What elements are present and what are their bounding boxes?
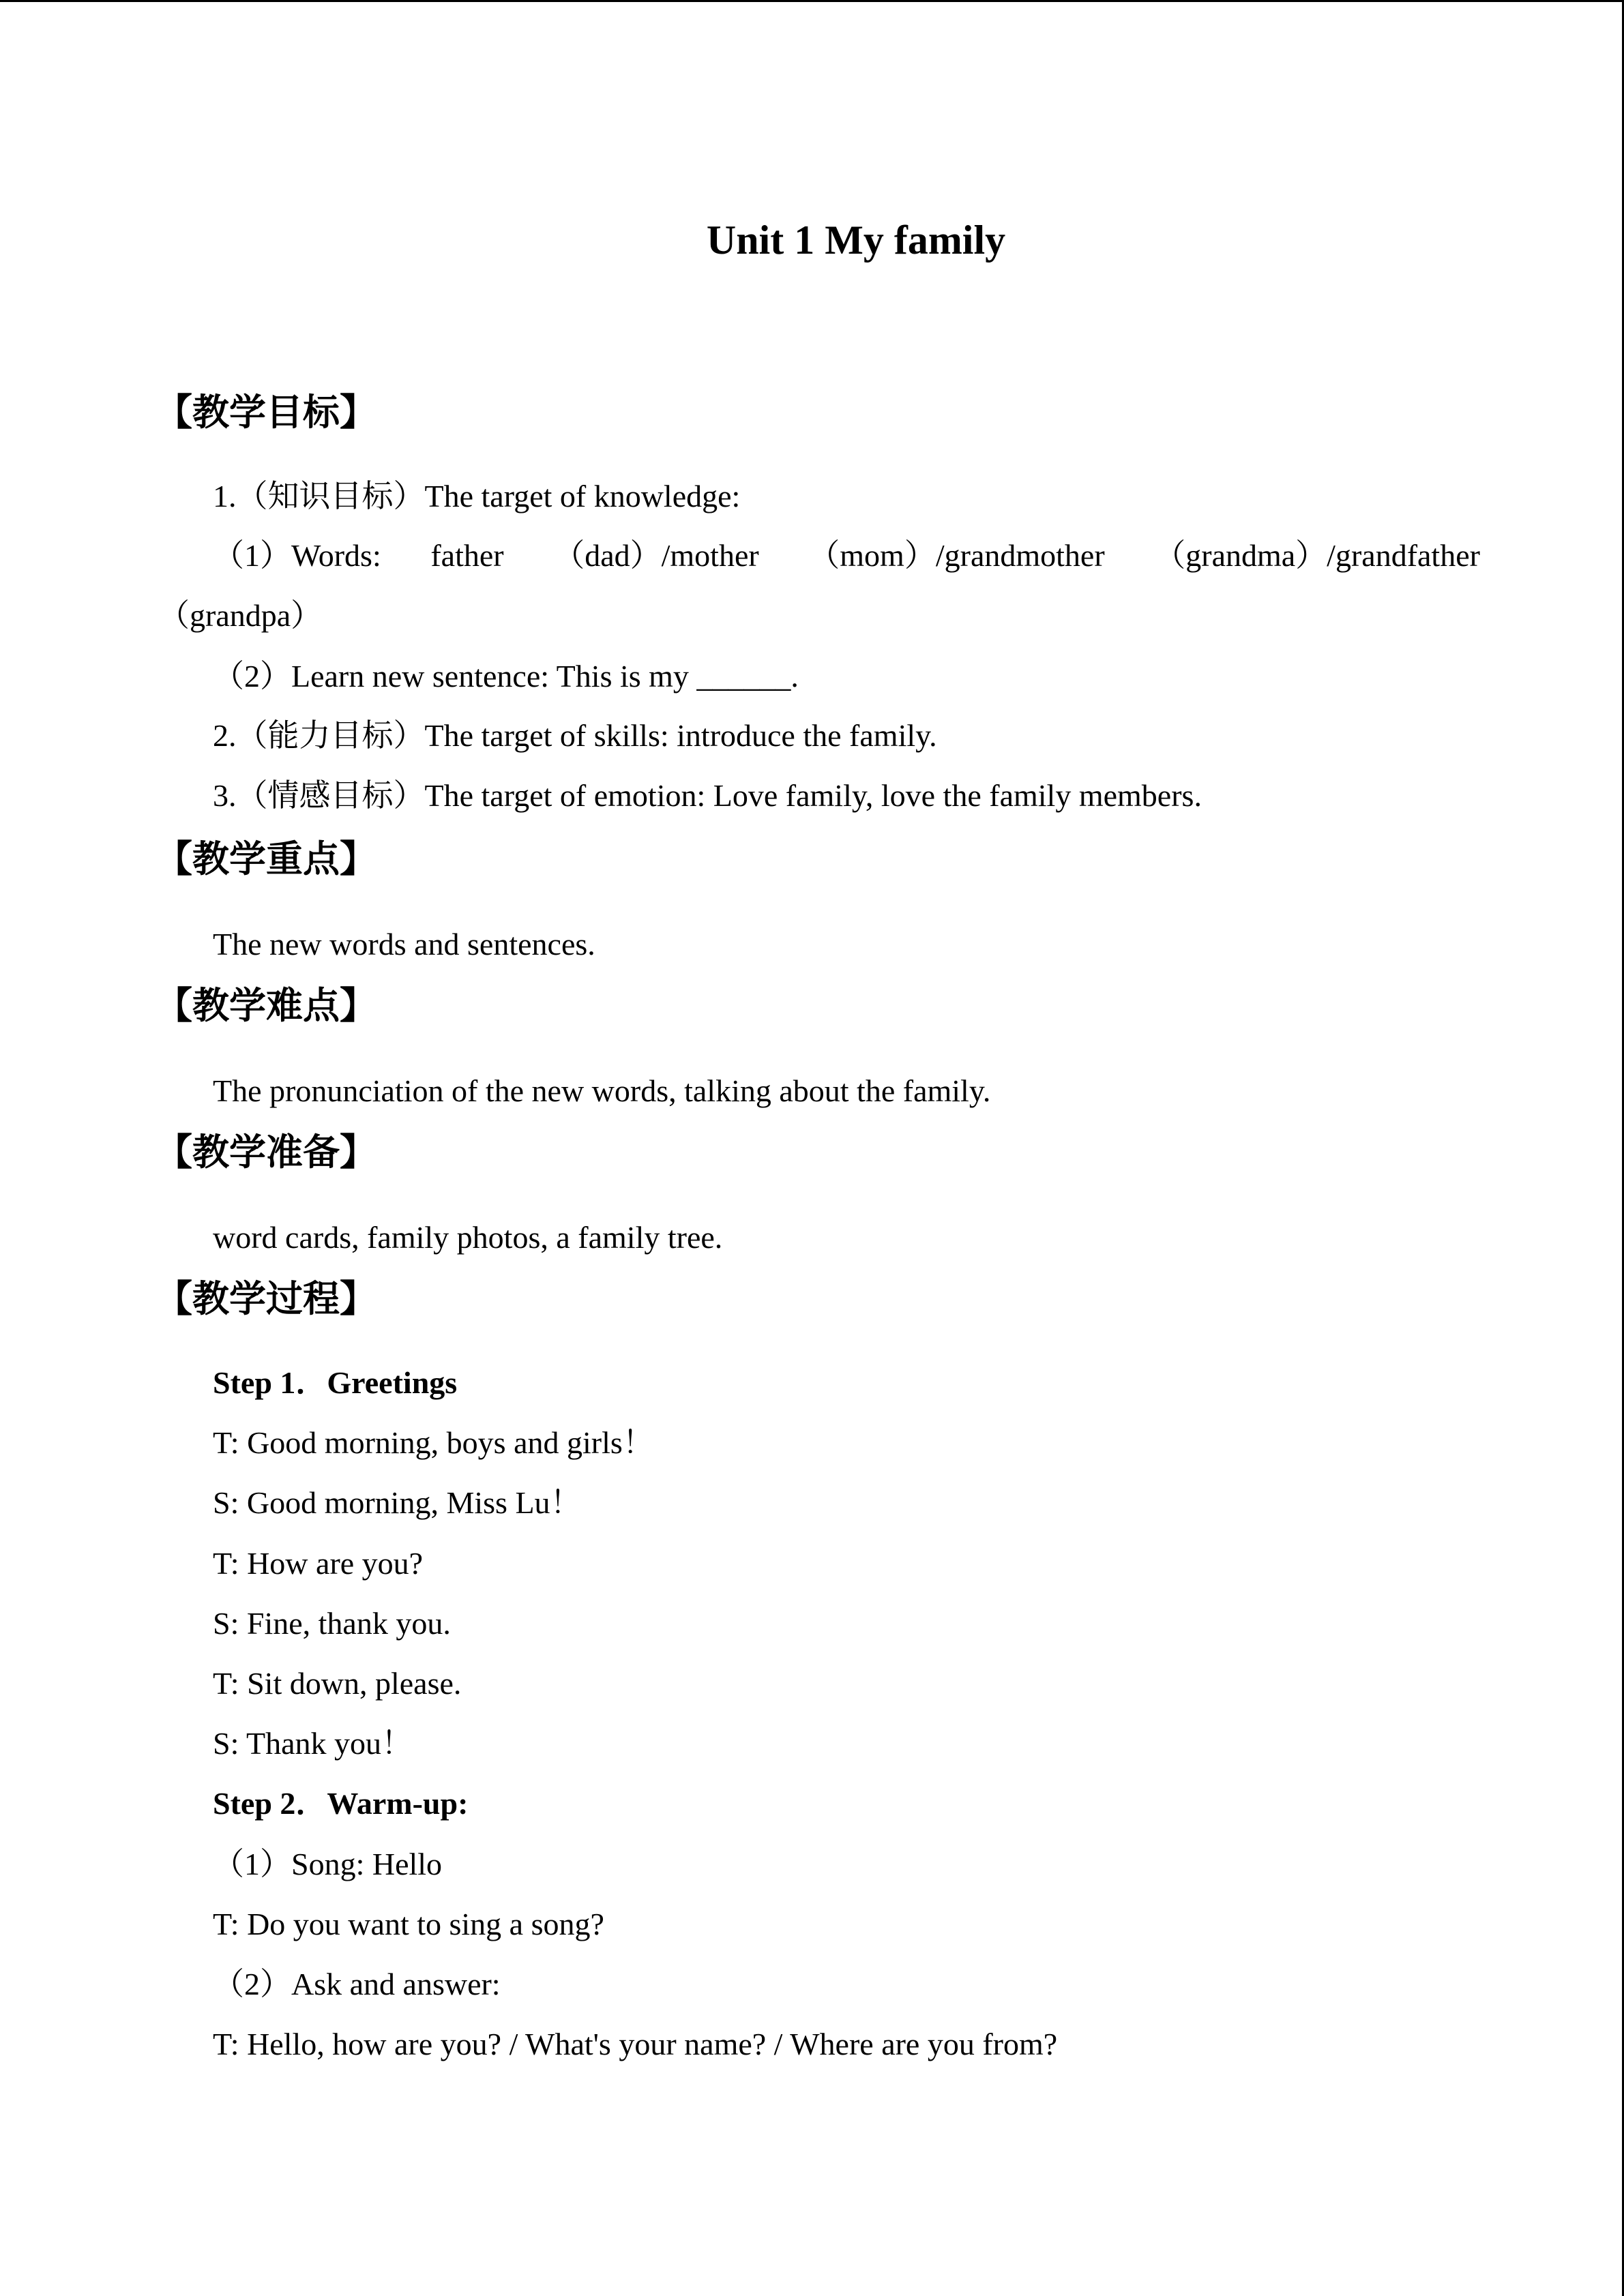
key-points-text: The new words and sentences. (213, 927, 595, 961)
step1-line: T: Sit down, please. (213, 1666, 462, 1701)
step2-line: （1）Song: Hello (213, 1847, 443, 1881)
step1-line: T: How are you? (213, 1546, 424, 1581)
section-heading-difficulties: 【教学难点】 (156, 984, 377, 1027)
preparation-text: word cards, family photos, a family tree. (213, 1220, 723, 1255)
word-grandpa: （grandpa） (158, 598, 323, 633)
step1-line: S: Thank you！ (213, 1726, 413, 1761)
objective-knowledge: 1.（知识目标）The target of knowledge: (213, 479, 741, 513)
step1-line: S: Fine, thank you. (213, 1606, 451, 1641)
difficulties-text: The pronunciation of the new words, talking about the family. (213, 1073, 991, 1108)
word-father: father (430, 538, 504, 573)
step2-line: T: Do you want to sing a song? (213, 1907, 604, 1941)
step1-line: S: Good morning, Miss Lu！ (213, 1485, 582, 1520)
word-grandma-grandfather: （grandma）/grandfather (1154, 538, 1480, 573)
word-dad-mother: （dad）/mother (553, 538, 759, 573)
step2-line: （2）Ask and answer: (213, 1967, 501, 2001)
section-heading-objectives: 【教学目标】 (156, 391, 377, 434)
section-heading-preparation: 【教学准备】 (156, 1131, 377, 1174)
objective-sentence: （2）Learn new sentence: This is my ______. (213, 659, 799, 694)
objective-words-row (213, 535, 1480, 576)
page-top-border (0, 0, 1624, 2)
step1-line: T: Good morning, boys and girls！ (213, 1425, 654, 1460)
page-title: Unit 1 My family (706, 218, 1006, 263)
words-prefix: （1）Words: (213, 538, 381, 573)
objective-emotion: 3.（情感目标）The target of emotion: Love family, love the family members. (213, 778, 1202, 813)
step2-line: T: Hello, how are you? / What's your name? / Where are you from? (213, 2027, 1058, 2061)
step2-title: Step 2．Warm-up: (213, 1786, 469, 1821)
section-heading-key-points: 【教学重点】 (156, 837, 377, 880)
section-heading-process: 【教学过程】 (156, 1277, 377, 1320)
objective-skills: 2.（能力目标）The target of skills: introduce the family. (213, 718, 937, 753)
word-mom-grandmother: （mom）/grandmother (808, 538, 1105, 573)
step1-title: Step 1．Greetings (213, 1365, 458, 1400)
